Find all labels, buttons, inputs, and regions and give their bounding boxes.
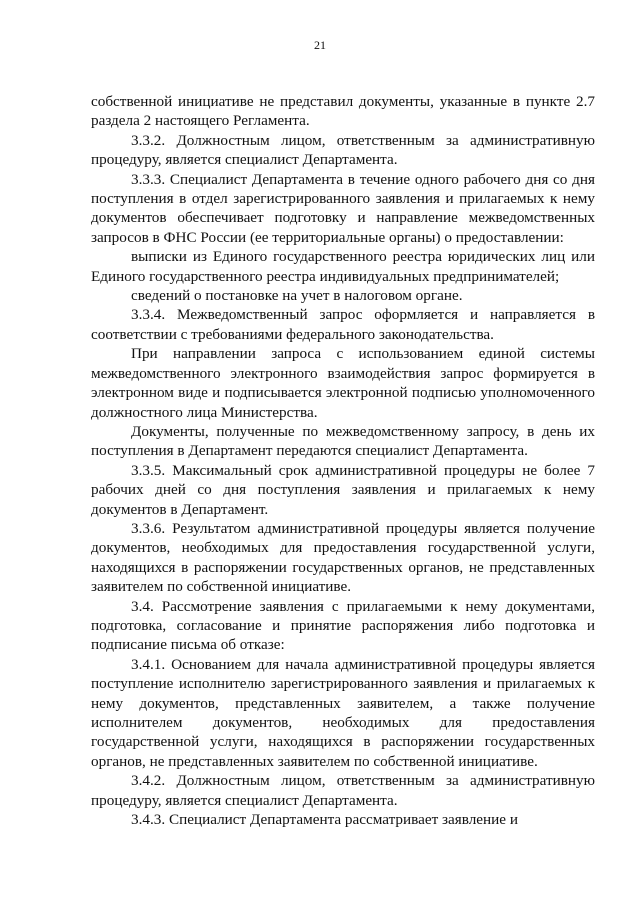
paragraph-3-4-3: 3.4.3. Специалист Департамента рассматривает заявление и (131, 811, 518, 829)
page-number: 21 (314, 38, 326, 52)
paragraph-electronic-request: При направлении запроса с использованием единой системы межведомственного электронного взаимодействия запрос формируется в электронном виде и подписывается электронной подписью уполномоченного должностного лица Министерства. (91, 345, 595, 421)
paragraph-documents-received: Документы, полученные по межведомственному запросу, в день их поступления в Департамент передаются специалист Департамента. (91, 422, 595, 460)
paragraph-tax-registration: сведений о постановке на учет в налоговом органе. (131, 287, 463, 305)
paragraph-3-3-4: 3.3.4. Межведомственный запрос оформляется и направляется в соответствии с требованиями федерального законодательства. (91, 306, 595, 343)
paragraph-3-3-6: 3.3.6. Результатом административной процедуры является получение документов, необходимых для предоставления государственной услуги, находящихся в распоряжении государственных органов, не представленных заявителем по собственной инициативе. (91, 519, 595, 596)
paragraph-3-3-2: 3.3.2. Должностным лицом, ответственным за административную процедуру, является специалист Департамента. (91, 131, 595, 169)
paragraph-3-4-2: 3.4.2. Должностным лицом, ответственным за административную процедуру, является специалист Департамента. (91, 772, 595, 809)
paragraph-3-3-3: 3.3.3. Специалист Департамента в течение одного рабочего дня со дня поступления в отдел зарегистрированного заявления и прилагаемых к нему документов обеспечивает подготовку и направление межведомственных запросов в ФНС России (ее территориальные органы) о предоставлении: (91, 170, 595, 246)
paragraph-continuation: собственной инициативе не представил документы, указанные в пункте 2.7 раздела 2 настоящего Регламента. (91, 93, 595, 130)
document-body (91, 92, 595, 829)
paragraph-3-4-1: 3.4.1. Основанием для начала административной процедуры является поступление исполнителю зарегистрированного заявления и прилагаемых к нему документов, представленных заявителем, а также получение исполнителем документов, необходимых для предоставления государственной услуги, находящихся в распоряжении государственных органов, не представленных заявителем по собственной инициативе. (91, 655, 595, 770)
paragraph-3-3-5: 3.3.5. Максимальный срок административной процедуры не более 7 рабочих дней со дня поступления заявления и прилагаемых к нему документов в Департамент. (91, 461, 595, 518)
paragraph-extract-registry: выписки из Единого государственного реестра юридических лиц или Единого государственного реестра индивидуальных предпринимателей; (91, 248, 595, 285)
paragraph-3-4: 3.4. Рассмотрение заявления с прилагаемыми к нему документами, подготовка, согласование и принятие распоряжения либо подготовка и подписание письма об отказе: (91, 597, 595, 654)
